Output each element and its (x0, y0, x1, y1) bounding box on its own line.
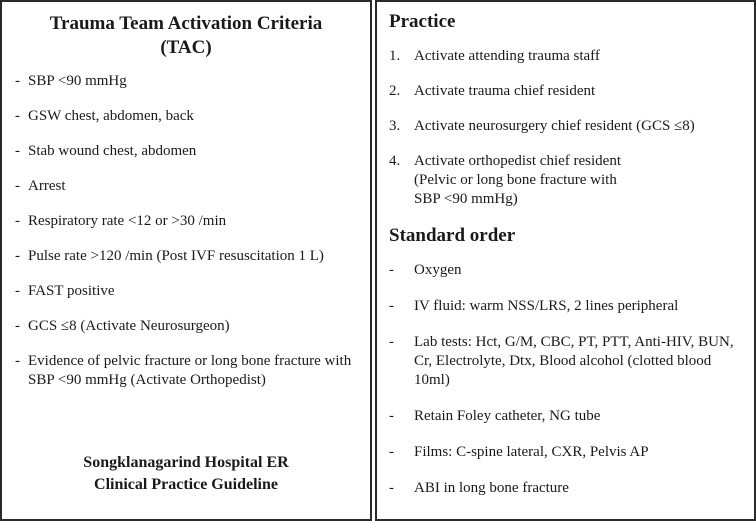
list-bullet: - (389, 334, 394, 350)
practice-text: Activate neurosurgery chief resident (GCS ≤8) (414, 118, 695, 134)
list-item (15, 72, 364, 91)
criteria-text: GSW chest, abdomen, back (28, 108, 194, 124)
tac-panel (0, 0, 372, 521)
practice-title: Practice (389, 11, 456, 32)
list-item (389, 297, 748, 316)
list-bullet: - (389, 262, 394, 278)
order-text: Films: C-spine lateral, CXR, Pelvis AP (414, 444, 649, 460)
standard-order-list (377, 261, 754, 498)
list-item (15, 247, 364, 266)
criteria-text: Arrest (28, 178, 66, 194)
list-item (15, 107, 364, 126)
criteria-text: Respiratory rate <12 or >30 /min (28, 213, 227, 229)
list-item (15, 212, 364, 231)
list-item (389, 261, 748, 280)
practice-subtext: SBP <90 mmHg) (414, 191, 518, 207)
item-number: 3. (389, 118, 401, 134)
list-bullet: - (15, 248, 20, 264)
item-number: 4. (389, 153, 401, 169)
list-item (389, 47, 748, 66)
list-bullet: - (15, 353, 20, 369)
list-bullet: - (389, 444, 394, 460)
criteria-text: Evidence of pelvic fracture or long bone fracture with SBP <90 mmHg (Activate Orthopedist) (28, 353, 352, 388)
criteria-text: GCS ≤8 (Activate Neurosurgeon) (28, 318, 230, 334)
list-item (15, 317, 364, 336)
list-bullet: - (15, 318, 20, 334)
list-bullet: - (389, 408, 394, 424)
list-item (389, 152, 748, 209)
list-bullet: - (15, 283, 20, 299)
practice-text: Activate orthopedist chief resident (414, 153, 622, 169)
practice-subtext: (Pelvic or long bone fracture with (414, 172, 617, 188)
criteria-text: Pulse rate >120 /min (Post IVF resuscitation 1 L) (28, 248, 324, 264)
practice-text: Activate attending trauma staff (414, 48, 600, 64)
list-item (15, 177, 364, 196)
guideline-footer (2, 452, 370, 496)
criteria-text: FAST positive (28, 283, 115, 299)
list-item (15, 142, 364, 161)
tac-title-line2: (TAC) (160, 37, 212, 58)
order-text: Oxygen (414, 262, 462, 278)
practice-text: Activate trauma chief resident (414, 83, 596, 99)
list-item (389, 443, 748, 462)
list-bullet: - (15, 178, 20, 194)
standard-order-title: Standard order (389, 225, 516, 246)
list-item (389, 407, 748, 426)
list-bullet: - (15, 73, 20, 89)
list-item (389, 82, 748, 101)
criteria-text: SBP <90 mmHg (28, 73, 127, 89)
practice-text-block (414, 152, 748, 209)
practice-panel (375, 0, 756, 521)
item-number: 2. (389, 83, 401, 99)
list-item (15, 282, 364, 301)
order-text: Retain Foley catheter, NG tube (414, 408, 601, 424)
list-bullet: - (15, 213, 20, 229)
item-number: 1. (389, 48, 401, 64)
tac-title (2, 12, 370, 60)
footer-line1: Songklanagarind Hospital ER (83, 454, 289, 471)
list-bullet: - (15, 108, 20, 124)
list-item (389, 479, 748, 498)
order-text: IV fluid: warm NSS/LRS, 2 lines peripheral (414, 298, 679, 314)
list-bullet: - (389, 480, 394, 496)
list-item (389, 333, 748, 390)
tac-criteria-list (2, 72, 370, 390)
tac-title-line1: Trauma Team Activation Criteria (49, 13, 323, 34)
criteria-text: Stab wound chest, abdomen (28, 143, 197, 159)
list-item (15, 352, 364, 390)
list-item (389, 117, 748, 136)
list-bullet: - (15, 143, 20, 159)
order-text: Lab tests: Hct, G/M, CBC, PT, PTT, Anti-HIV, BUN, Cr, Electrolyte, Dtx, Blood alcohol (clotted blood 10ml) (414, 334, 734, 388)
order-text: ABI in long bone fracture (414, 480, 569, 496)
footer-line2: Clinical Practice Guideline (94, 476, 278, 493)
practice-list (377, 47, 754, 209)
list-bullet: - (389, 298, 394, 314)
